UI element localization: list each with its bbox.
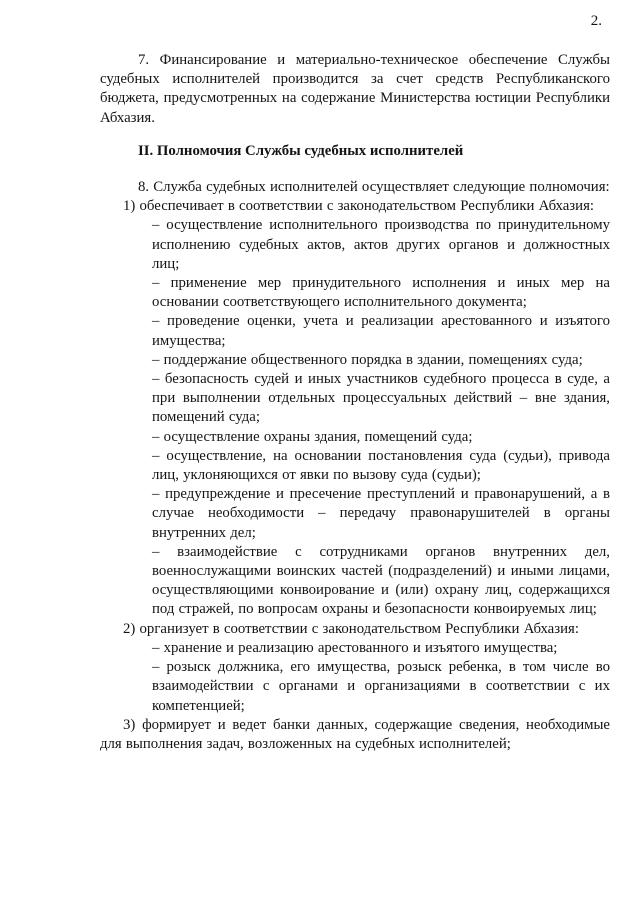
paragraph-8-intro: 8. Служба судебных исполнителей осуществляет следующие полномочия: xyxy=(138,179,610,196)
sub-item-1-1: – осуществление исполнительного производства по принудительному исполнению судебных актов, актов других органов и должностных лиц; xyxy=(152,217,610,272)
sub-item-1-3: – проведение оценки, учета и реализации арестованного и изъятого имущества; xyxy=(152,313,610,349)
sub-item-1-2: – применение мер принудительного исполнения и иных мер на основании соответствующего исполнительного документа; xyxy=(152,275,610,311)
sub-item-1-8: – предупреждение и пресечение преступлений и правонарушений, а в случае необходимости – передачу правонарушителей в органы внутренних дел; xyxy=(152,486,610,541)
sub-item-1-9: – взаимодействие с сотрудниками органов внутренних дел, военнослужащими воинских частей (подразделений) и иными лицами, осуществляющими конвоирование и (или) охрану лиц, содержащихся под стражей, по вопросам охраны и безопасности конвоируемых лиц; xyxy=(152,543,610,618)
sub-item-1-7: – осуществление, на основании постановления суда (судьи), привода лиц, уклоняющихся от явки по вызову суда (судьи); xyxy=(152,447,610,484)
page-number: 2. xyxy=(590,13,602,29)
sub-item-1-5: – безопасность судей и иных участников судебного процесса в суде, а при выполнении отдельных процессуальных действий – вне здания, помещений суда; xyxy=(152,371,610,426)
sub-item-2-2: – розыск должника, его имущества, розыск ребенка, в том числе во взаимодействии с органами и организациями в соответствии с их компетенцией; xyxy=(152,659,610,714)
list-item-2: 2) организует в соответствии с законодательством Республики Абхазия: xyxy=(123,620,579,637)
sub-item-1-6: – осуществление охраны здания, помещений суда; xyxy=(152,428,473,445)
list-item-3: 3) формирует и ведет банки данных, содержащие сведения, необходимые для выполнения задач, возложенных на судебных исполнителей; xyxy=(100,716,610,752)
paragraph-7: 7. Финансирование и материально-техническое обеспечение Службы судебных исполнителей производится за счет средств Республиканского бюджета, предусмотренных на содержание Министерства юстиции Республики Абхазия. xyxy=(100,52,610,126)
sub-item-1-4: – поддержание общественного порядка в здании, помещениях суда; xyxy=(152,351,583,368)
list-item-1: 1) обеспечивает в соответствии с законодательством Республики Абхазия: xyxy=(123,198,594,215)
sub-item-2-1: – хранение и реализацию арестованного и изъятого имущества; xyxy=(152,639,558,656)
section-heading: II. Полномочия Службы судебных исполнителей xyxy=(138,142,464,159)
